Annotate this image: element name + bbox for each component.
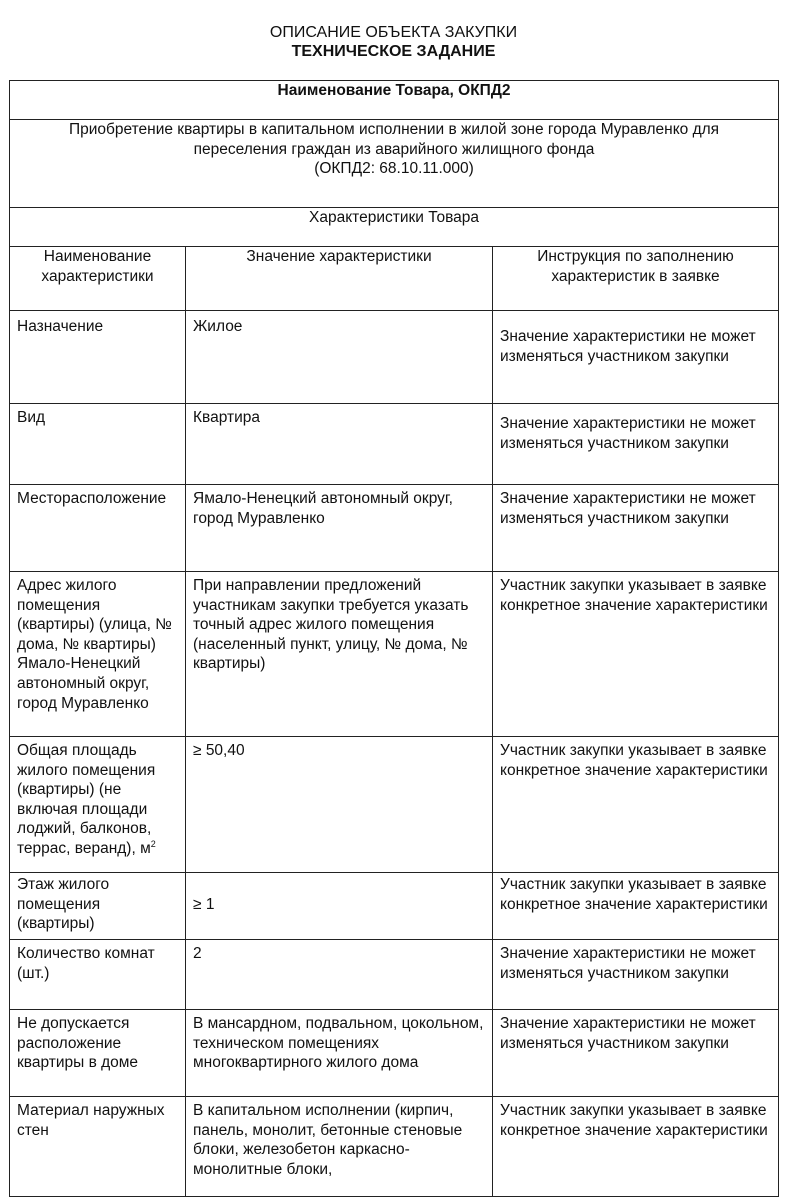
table-row bbox=[10, 485, 779, 572]
product-okpd-code: (ОКПД2: 68.10.11.000) bbox=[314, 160, 474, 178]
characteristic-value: При направлении предложений участникам закупки требуется указать точный адрес жилого помещения (населенный пункт, улицу, № дома, № квартиры) bbox=[186, 572, 493, 737]
characteristic-name: Адрес жилого помещения (квартиры) (улица, № дома, № квартиры) Ямало-Ненецкий автономный округ, город Муравленко bbox=[10, 572, 186, 737]
column-header-instruction-line2: характеристик в заявке bbox=[551, 267, 720, 285]
characteristic-name-cell bbox=[10, 737, 186, 873]
characteristic-instruction: Значение характеристики не может изменяться участником закупки bbox=[493, 940, 779, 1010]
characteristic-instruction: Участник закупки указывает в заявке конкретное значение характеристики bbox=[493, 572, 779, 737]
characteristic-value: В мансардном, подвальном, цокольном, техническом помещениях многоквартирного жилого дома bbox=[186, 1010, 493, 1097]
characteristic-instruction: Участник закупки указывает в заявке конкретное значение характеристики bbox=[493, 737, 779, 873]
column-header-instruction bbox=[493, 247, 779, 311]
column-header-value: Значение характеристики bbox=[186, 247, 493, 311]
characteristic-name: Не допускается расположение квартиры в доме bbox=[10, 1010, 186, 1097]
characteristic-name: Материал наружных стен bbox=[10, 1097, 186, 1197]
product-name-header: Наименование Товара, ОКПД2 bbox=[10, 81, 779, 120]
characteristic-instruction: Значение характеристики не может изменяться участником закупки bbox=[493, 404, 779, 485]
previous-page-cut-edge bbox=[0, 0, 787, 3]
product-description-line1: Приобретение квартиры в капитальном исполнении в жилой зоне города Муравленко для bbox=[68, 121, 720, 138]
column-header-name-line2: характеристики bbox=[41, 267, 154, 285]
characteristic-value: Жилое bbox=[186, 311, 493, 404]
table-row bbox=[10, 1097, 779, 1197]
table-row bbox=[10, 873, 779, 940]
table-row bbox=[10, 737, 779, 873]
characteristics-title: Характеристики Товара bbox=[10, 208, 779, 247]
characteristic-value: Квартира bbox=[186, 404, 493, 485]
characteristic-instruction: Участник закупки указывает в заявке конкретное значение характеристики bbox=[493, 873, 779, 940]
characteristic-value: Ямало-Ненецкий автономный округ, город Муравленко bbox=[186, 485, 493, 572]
specification-table bbox=[9, 80, 779, 1197]
product-description-line2: переселения граждан из аварийного жилищного фонда bbox=[193, 140, 595, 158]
characteristic-value: ≥ 50,40 bbox=[186, 737, 493, 873]
characteristic-name: Назначение bbox=[10, 311, 186, 404]
characteristic-instruction: Участник закупки указывает в заявке конкретное значение характеристики bbox=[493, 1097, 779, 1197]
table-row bbox=[10, 940, 779, 1010]
characteristic-value: В капитальном исполнении (кирпич, панель, монолит, бетонные стеновые блоки, железобетон каркасно-монолитные блоки, bbox=[186, 1097, 493, 1197]
square-meter-superscript: 2 bbox=[150, 838, 156, 849]
table-row bbox=[10, 404, 779, 485]
column-header-instruction-line1: Инструкция по заполнению bbox=[537, 248, 734, 265]
table-row bbox=[10, 311, 779, 404]
characteristic-instruction: Значение характеристики не может изменяться участником закупки bbox=[493, 1010, 779, 1097]
characteristic-name: Количество комнат (шт.) bbox=[10, 940, 186, 1010]
characteristic-value: ≥ 1 bbox=[186, 873, 493, 940]
product-description-cell bbox=[10, 120, 779, 208]
characteristic-instruction: Значение характеристики не может изменяться участником закупки bbox=[493, 485, 779, 572]
characteristic-name: Общая площадь жилого помещения (квартиры) (не включая площади лоджий, балконов, террас, веранд), м bbox=[17, 742, 156, 857]
characteristic-name: Месторасположение bbox=[10, 485, 186, 572]
column-header-name-line1: Наименование bbox=[43, 248, 152, 265]
document-title: ОПИСАНИЕ ОБЪЕКТА ЗАКУПКИ bbox=[269, 24, 518, 41]
table-row bbox=[10, 1010, 779, 1097]
characteristic-value: 2 bbox=[186, 940, 493, 1010]
characteristic-name: Этаж жилого помещения (квартиры) bbox=[10, 873, 186, 940]
document-subtitle: ТЕХНИЧЕСКОЕ ЗАДАНИЕ bbox=[291, 43, 496, 60]
characteristic-instruction: Значение характеристики не может изменяться участником закупки bbox=[493, 311, 779, 404]
table-row bbox=[10, 572, 779, 737]
column-header-name bbox=[10, 247, 186, 311]
characteristic-name: Вид bbox=[10, 404, 186, 485]
